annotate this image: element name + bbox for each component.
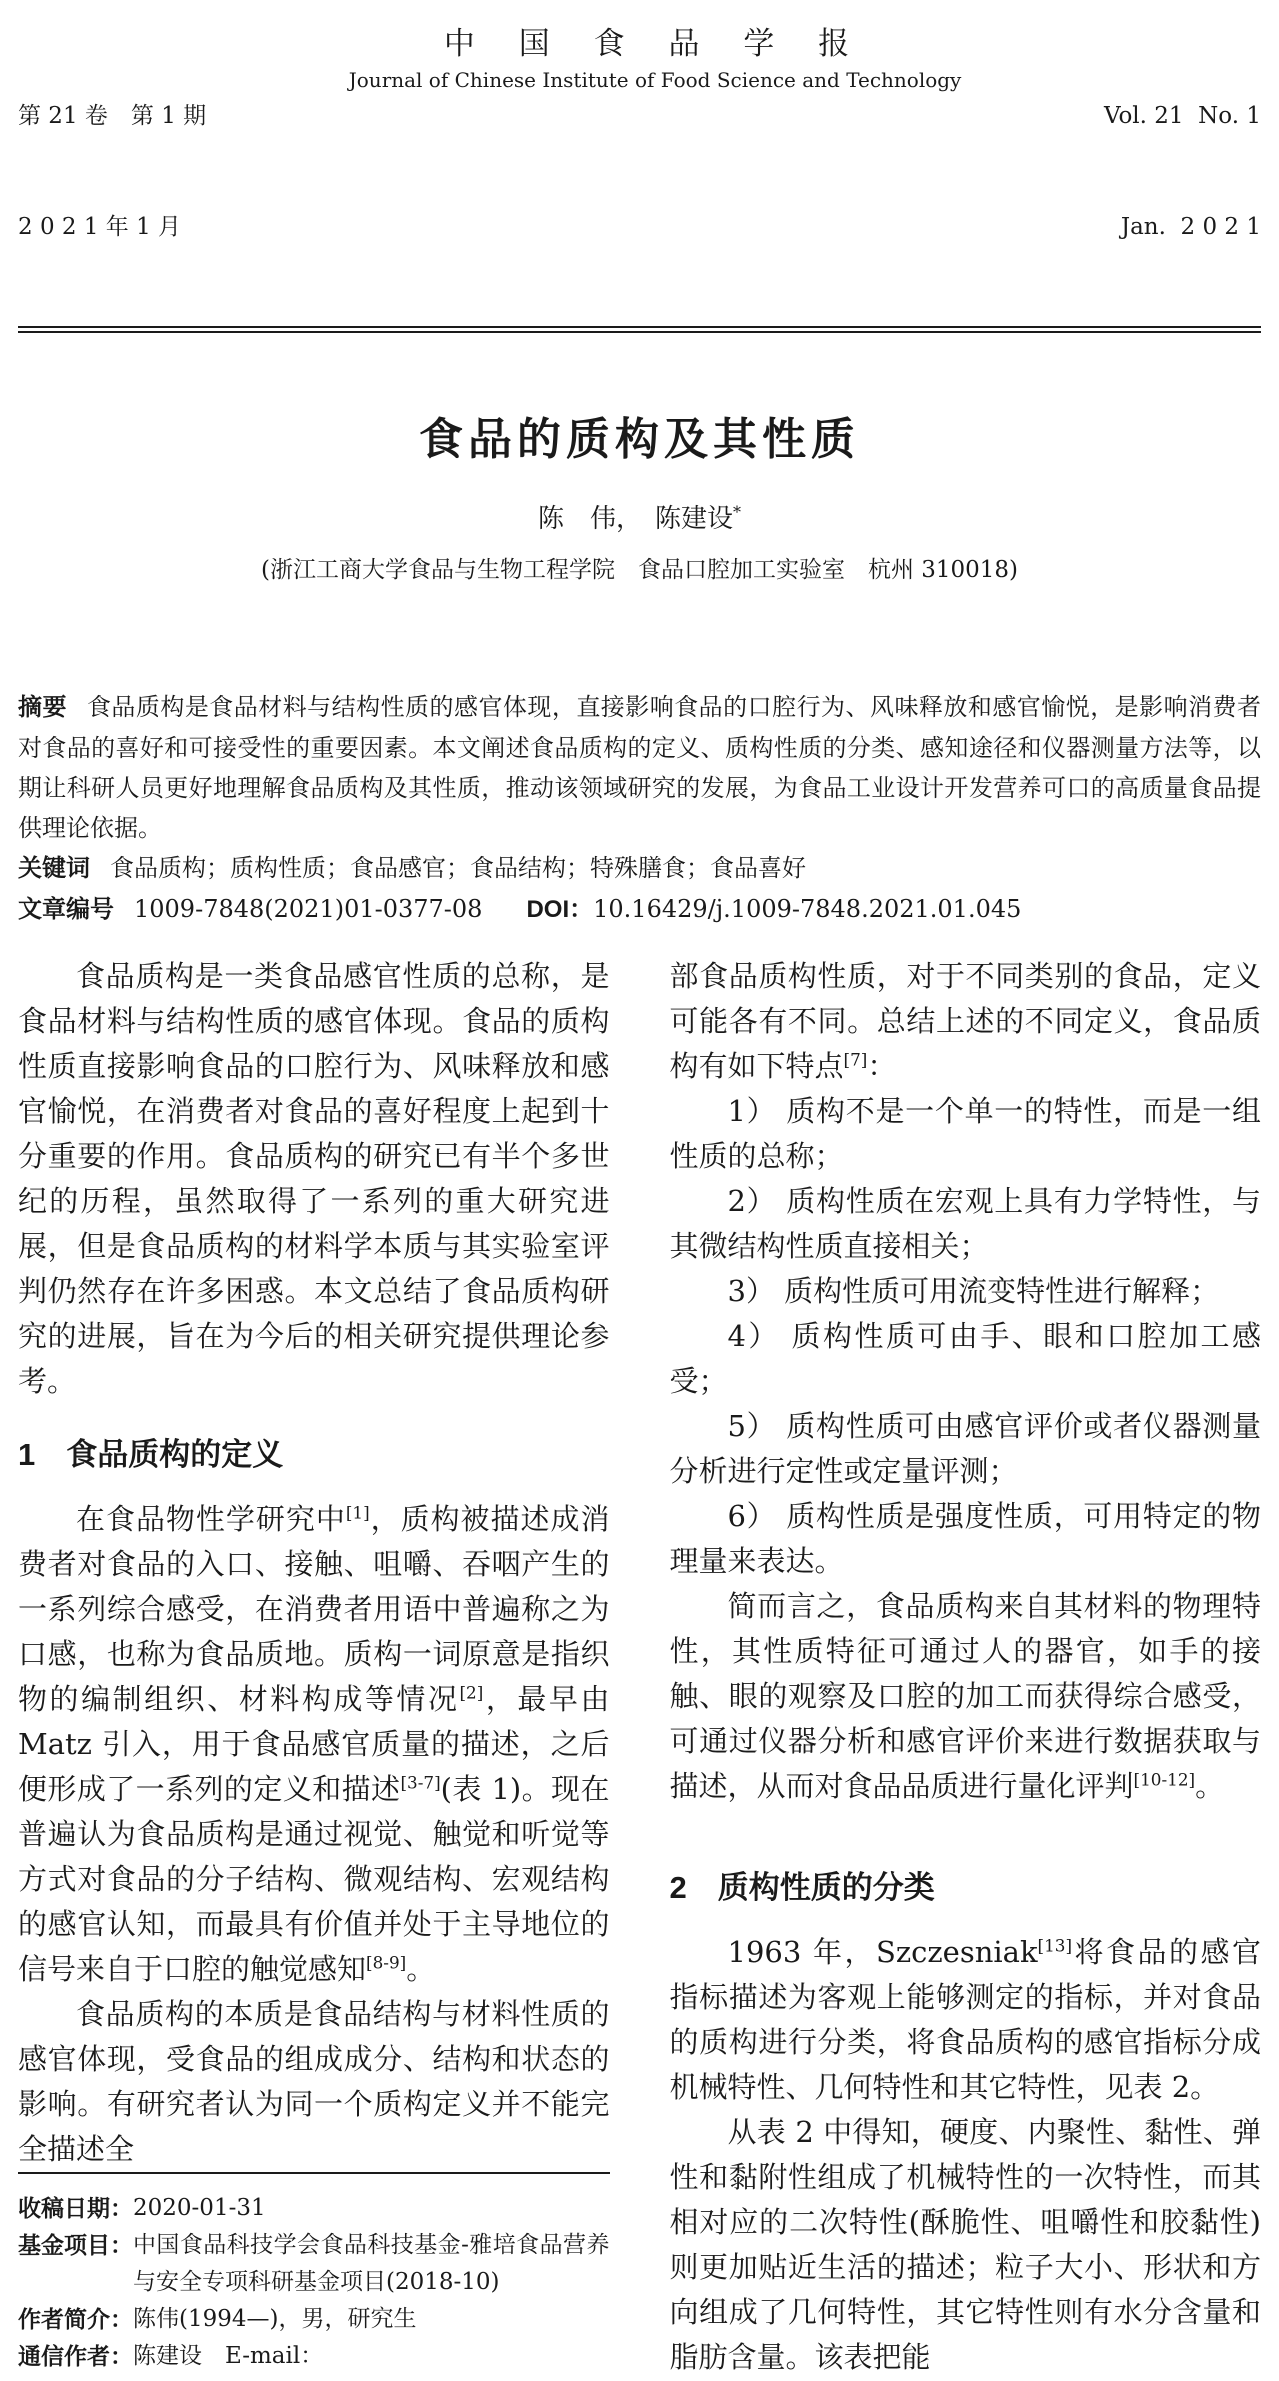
- header-center: [206, 24, 1104, 96]
- abstract-label: 摘要: [18, 694, 67, 721]
- doi-label: DOI：: [526, 896, 594, 923]
- footnote-divider: [18, 2172, 610, 2174]
- footnote-row-corresponding: [18, 2338, 610, 2375]
- section-2-heading: 2 质构性质的分类: [669, 1870, 935, 1905]
- list-item: 5） 质构性质可由感官评价或者仪器测量分析进行定性或定量评测；: [669, 1409, 1261, 1488]
- article-title: 食品的质构及其性质: [419, 415, 860, 464]
- list-item: 1） 质构不是一个单一的特性，而是一组性质的总称；: [669, 1094, 1261, 1173]
- date-cn: 2 0 2 1 年 1 月: [18, 214, 182, 240]
- volume-issue-cn: 第 21 卷 第 1 期: [18, 103, 207, 129]
- keywords-text: 食品质构；质构性质；食品感官；食品结构；特殊膳食；食品喜好: [110, 854, 806, 882]
- list-item: 4） 质构性质可由手、眼和口腔加工感受；: [669, 1319, 1261, 1398]
- article-id-line: [18, 889, 1261, 930]
- doi-value: 10.16429/j.1009-7848.2021.01.045: [593, 895, 1022, 923]
- journal-name-en: Journal of Chinese Institute of Food Science and Technology: [348, 68, 962, 92]
- left-column: [18, 954, 610, 2369]
- paragraph: 食品质构的本质是食品结构与材料性质的感官体现，受食品的组成成分、结构和状态的影响。有研究者认为同一个质构定义并不能完全描述全: [18, 1997, 610, 2166]
- footnote-row-author-bio: [18, 2301, 610, 2338]
- paragraph: 部食品质构性质，对于不同类别的食品，定义可能各有不同。总结上述的不同定义，食品质构有如下特点[7]：: [669, 959, 1261, 1083]
- section-1-heading: 1 食品质构的定义: [18, 1437, 284, 1472]
- paragraph: 在食品物性学研究中[1]，质构被描述成消费者对食品的入口、接触、咀嚼、吞咽产生的一系列综合感受，在消费者用语中普遍称之为口感，也称为食品质地。质构一词原意是指织物的编制组织、材料构成等情况[2]，最早由 Matz 引入，用于食品感官质量的描述，之后便形成了一系列的定义和描述[3-7](表 1)。现在普遍认为食品质构是通过视觉、触觉和听觉等方式对食品的分子结构、微观结构、宏观结构的感官认知，而最具有价值并处于主导地位的信号来自于口腔的触觉感知[8-9]。: [18, 1502, 610, 1986]
- corresponding-author-mark: *: [733, 502, 741, 522]
- paragraph: 从表 2 中得知，硬度、内聚性、黏性、弹性和黏附性组成了机械特性的一次特性，而其相对应的二次特性(酥脆性、咀嚼性和胶黏性)则更加贴近生活的描述；粒子大小、形状和方向组成了几何特性，其它特性则有水分含量和脂肪含量。该表把能: [669, 2115, 1261, 2374]
- authors-line: [0, 503, 1279, 535]
- keywords-label: 关键词: [18, 855, 90, 882]
- footnote-block: [18, 2172, 610, 2381]
- keywords-line: [18, 848, 1261, 889]
- list-item: 6） 质构性质是强度性质，可用特定的物理量来表达。: [669, 1499, 1261, 1578]
- date-en: Jan. 2 0 2 1: [1120, 214, 1261, 240]
- volume-issue-en: Vol. 21 No. 1: [1103, 103, 1261, 129]
- meta-block: [18, 687, 1261, 930]
- authors: 陈 伟， 陈建设: [537, 504, 733, 534]
- footnote-value: 陈建设 E-mail：: [133, 2343, 324, 2369]
- list-item: 3） 质构性质可用流变特性进行解释；: [727, 1274, 1220, 1308]
- footnote-label: 作者简介：: [18, 2306, 133, 2332]
- list-item: 2） 质构性质在宏观上具有力学特性，与其微结构性质直接相关；: [669, 1184, 1261, 1263]
- paragraph: 1963 年，Szczesniak[13]将食品的感官指标描述为客观上能够测定的指标，并对食品的质构进行分类，将食品质构的感官指标分成机械特性、几何特性和其它特性，见表 2。: [669, 1935, 1261, 2104]
- header-right: [1104, 24, 1261, 320]
- body-columns: [18, 954, 1261, 2374]
- right-column: [669, 954, 1262, 2374]
- footnote-value: 中国食品科技学会食品科技基金-雅培食品营养与安全专项科研基金项目(2018-10): [133, 2232, 610, 2295]
- abstract: [18, 687, 1261, 848]
- journal-header: [0, 0, 1279, 320]
- affiliation: (浙江工商大学食品与生物工程学院 食品口腔加工实验室 杭州 310018): [260, 557, 1019, 583]
- journal-name-cn: 中 国 食 品 学 报: [443, 26, 867, 62]
- footnote-label: 收稿日期：: [18, 2195, 133, 2221]
- paragraph: 简而言之，食品质构来自其材料的物理特性，其性质特征可通过人的器官，如手的接触、眼的观察及口腔的加工而获得综合感受，可通过仪器分析和感官评价来进行数据获取与描述，从而对食品品质进行量化评判[10-12]。: [669, 1589, 1261, 1803]
- abstract-text: 食品质构是食品材料与结构性质的感官体现，直接影响食品的口腔行为、风味释放和感官愉悦，是影响消费者对食品的喜好和可接受性的重要因素。本文阐述食品质构的定义、质构性质的分类、感知途径和仪器测量方法等，以期让科研人员更好地理解食品质构及其性质，推动该领域研究的发展，为食品工业设计开发营养可口的高质量食品提供理论依据。: [18, 693, 1262, 842]
- article-id-label: 文章编号: [18, 896, 114, 923]
- header-left: [18, 24, 206, 320]
- article-id-value: 1009-7848(2021)01-0377-08: [134, 895, 483, 923]
- footnote-label: 基金项目：: [18, 2232, 133, 2258]
- header-divider: [18, 326, 1261, 333]
- footnote-label: 通信作者：: [18, 2343, 133, 2369]
- footnote-row-received: [18, 2190, 610, 2227]
- footnote-row-funding: [18, 2227, 610, 2301]
- paragraph: 食品质构是一类食品感官性质的总称，是食品材料与结构性质的感官体现。食品的质构性质直接影响食品的口腔行为、风味释放和感官愉悦，在消费者对食品的喜好程度上起到十分重要的作用。食品质构的研究已有半个多世纪的历程，虽然取得了一系列的重大研究进展，但是食品质构的材料学本质与其实验室评判仍然存在许多困惑。本文总结了食品质构研究的进展，旨在为今后的相关研究提供理论参考。: [18, 959, 610, 1398]
- footnote-value: 陈伟(1994—)，男，研究生: [133, 2306, 417, 2332]
- footnote-value: 2020-01-31: [133, 2195, 266, 2221]
